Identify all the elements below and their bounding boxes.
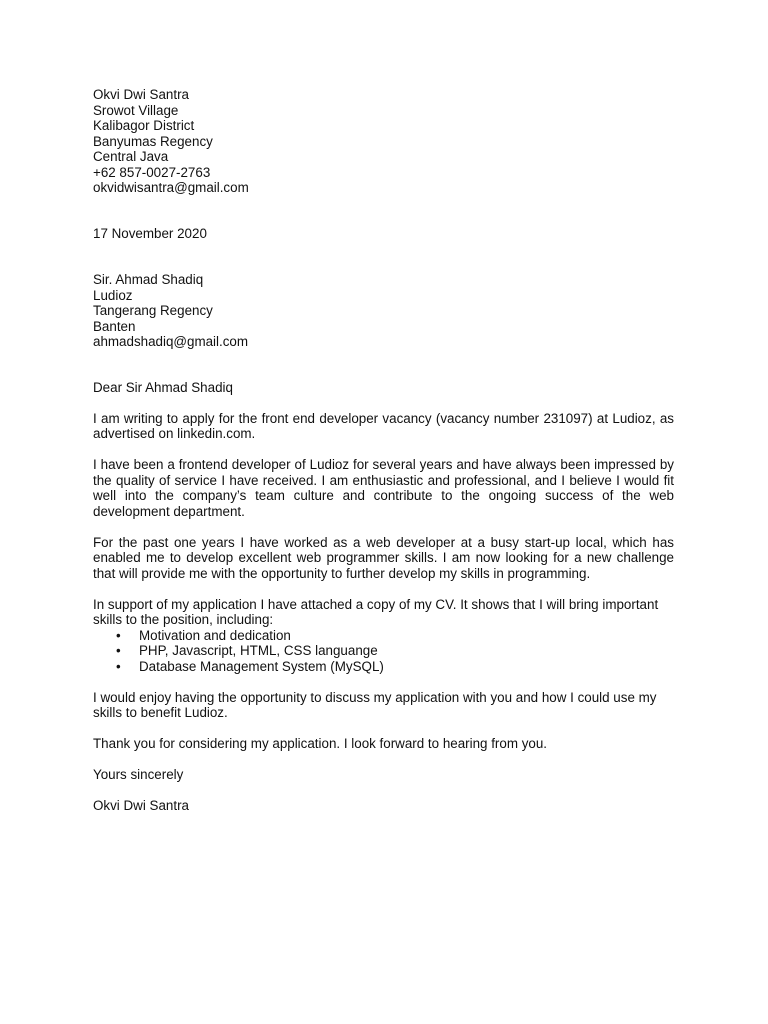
letter-body — [93, 87, 674, 814]
skill-label: Motivation and dedication — [139, 627, 291, 643]
recipient-company: Ludioz — [93, 287, 133, 303]
letter-date: 17 November 2020 — [93, 225, 207, 241]
signature-name: Okvi Dwi Santra — [93, 798, 189, 813]
skill-label: Database Management System (MySQL) — [139, 658, 384, 674]
list-item — [93, 643, 674, 659]
recipient-email: ahmadshadiq@gmail.com — [93, 334, 249, 349]
sender-address — [93, 87, 674, 196]
recipient-province: Banten — [93, 318, 136, 334]
sender-name: Okvi Dwi Santra — [93, 87, 189, 102]
paragraph-discuss: I would enjoy having the opportunity to discuss my application with you and how I could use my skills to benefit Ludioz. — [93, 689, 657, 720]
paragraph-background: For the past one years I have worked as a web developer at a busy start-up local, which has enabled me to develop excellent web programmer skills. I am now looking for a new challenge that will provide me with the opportunity to further develop my skills in programming. — [93, 534, 674, 581]
sender-village: Srowot Village — [93, 102, 179, 118]
sender-province: Central Java — [93, 149, 169, 164]
list-item — [93, 628, 674, 644]
salutation: Dear Sir Ahmad Shadiq — [93, 379, 233, 395]
paragraph-experience: I have been a frontend developer of Ludioz for several years and have always been impressed by the quality of service I have received. I am enthusiastic and professional, and I believe I would fit well into the company’s team culture and contribute to the ongoing success of the web development department. — [93, 457, 674, 519]
sender-district: Kalibagor District — [93, 118, 195, 133]
recipient-name: Sir. Ahmad Shadiq — [93, 272, 204, 287]
paragraph-thanks: Thank you for considering my application. I look forward to hearing from you. — [93, 736, 548, 751]
sender-regency: Banyumas Regency — [93, 133, 213, 149]
sender-phone: +62 857-0027-2763 — [93, 164, 211, 180]
bullet-icon: • — [116, 627, 121, 643]
bullet-icon: • — [116, 643, 121, 658]
bullet-icon: • — [116, 658, 121, 674]
skills-list — [93, 628, 674, 675]
skill-label: PHP, Javascript, HTML, CSS languange — [139, 643, 378, 658]
recipient-regency: Tangerang Regency — [93, 303, 213, 318]
paragraph-support: In support of my application I have attached a copy of my CV. It shows that I will bring important skills to the position, including: — [93, 596, 659, 627]
list-item — [93, 659, 674, 675]
paragraph-intro: I am writing to apply for the front end developer vacancy (vacancy number 231097) at Ludioz, as advertised on linkedin.com. — [93, 410, 674, 441]
recipient-address — [93, 272, 674, 350]
sender-email: okvidwisantra@gmail.com — [93, 180, 249, 195]
closing: Yours sincerely — [93, 767, 184, 782]
